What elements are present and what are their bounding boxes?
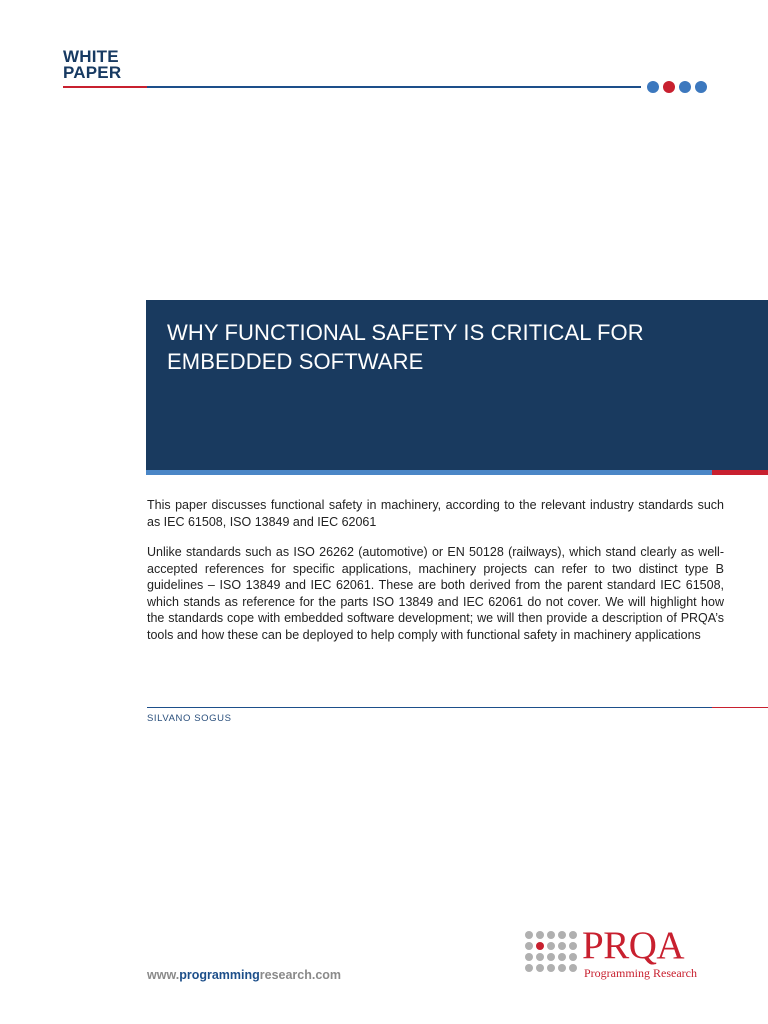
document-title-line2: EMBEDDED SOFTWARE (167, 349, 424, 374)
url-prefix: www. (147, 968, 180, 982)
title-stripe-red (712, 470, 768, 475)
document-title-line1: WHY FUNCTIONAL SAFETY IS CRITICAL FOR (167, 320, 644, 345)
white-paper-label-line2: PAPER (63, 63, 122, 82)
header-rule (63, 86, 641, 88)
header-dot-2 (663, 81, 675, 93)
white-paper-label-line1: WHITE (63, 47, 119, 66)
abstract-paragraph-2: Unlike standards such as ISO 26262 (automotive) or EN 50128 (railways), which stand clearly as well-accepted references for specific applications, machinery projects can refer to two distinct type B guidelines – ISO 13849 and IEC 62061. These are both derived from the parent standard IEC 61508, which stands as reference for the parts ISO 13849 and IEC 62061 do not cover. We will highlight how the standards cope with embedded software development; we will then provide a description of PRQA’s tools and how these can be deployed to help comply with functional safety in machinery applications (147, 545, 724, 642)
logo-wordmark: PRQA (582, 924, 685, 967)
logo-dot-grid-icon (525, 931, 577, 972)
prqa-logo (525, 924, 725, 982)
abstract-paragraph-1: This paper discusses functional safety in machinery, according to the relevant industry standards such as IEC 61508, ISO 13849 and IEC 62061 (147, 498, 724, 529)
title-stripe-blue (146, 470, 712, 475)
logo-subtitle: Programming Research (584, 966, 697, 980)
website-link[interactable] (147, 968, 341, 982)
white-paper-label (63, 49, 121, 81)
author-rule-accent (712, 707, 768, 708)
header-dot-4 (695, 81, 707, 93)
header-dot-1 (647, 81, 659, 93)
url-suffix: .com (311, 968, 342, 982)
title-banner (146, 300, 768, 470)
header-dots (647, 81, 707, 93)
header-rule-accent (63, 86, 147, 88)
author-rule (147, 707, 712, 708)
header-dot-3 (679, 81, 691, 93)
url-part-programming: programming (179, 968, 260, 982)
url-part-research: research (259, 968, 312, 982)
author-name: SILVANO SOGUS (147, 713, 232, 724)
document-title (167, 318, 727, 376)
